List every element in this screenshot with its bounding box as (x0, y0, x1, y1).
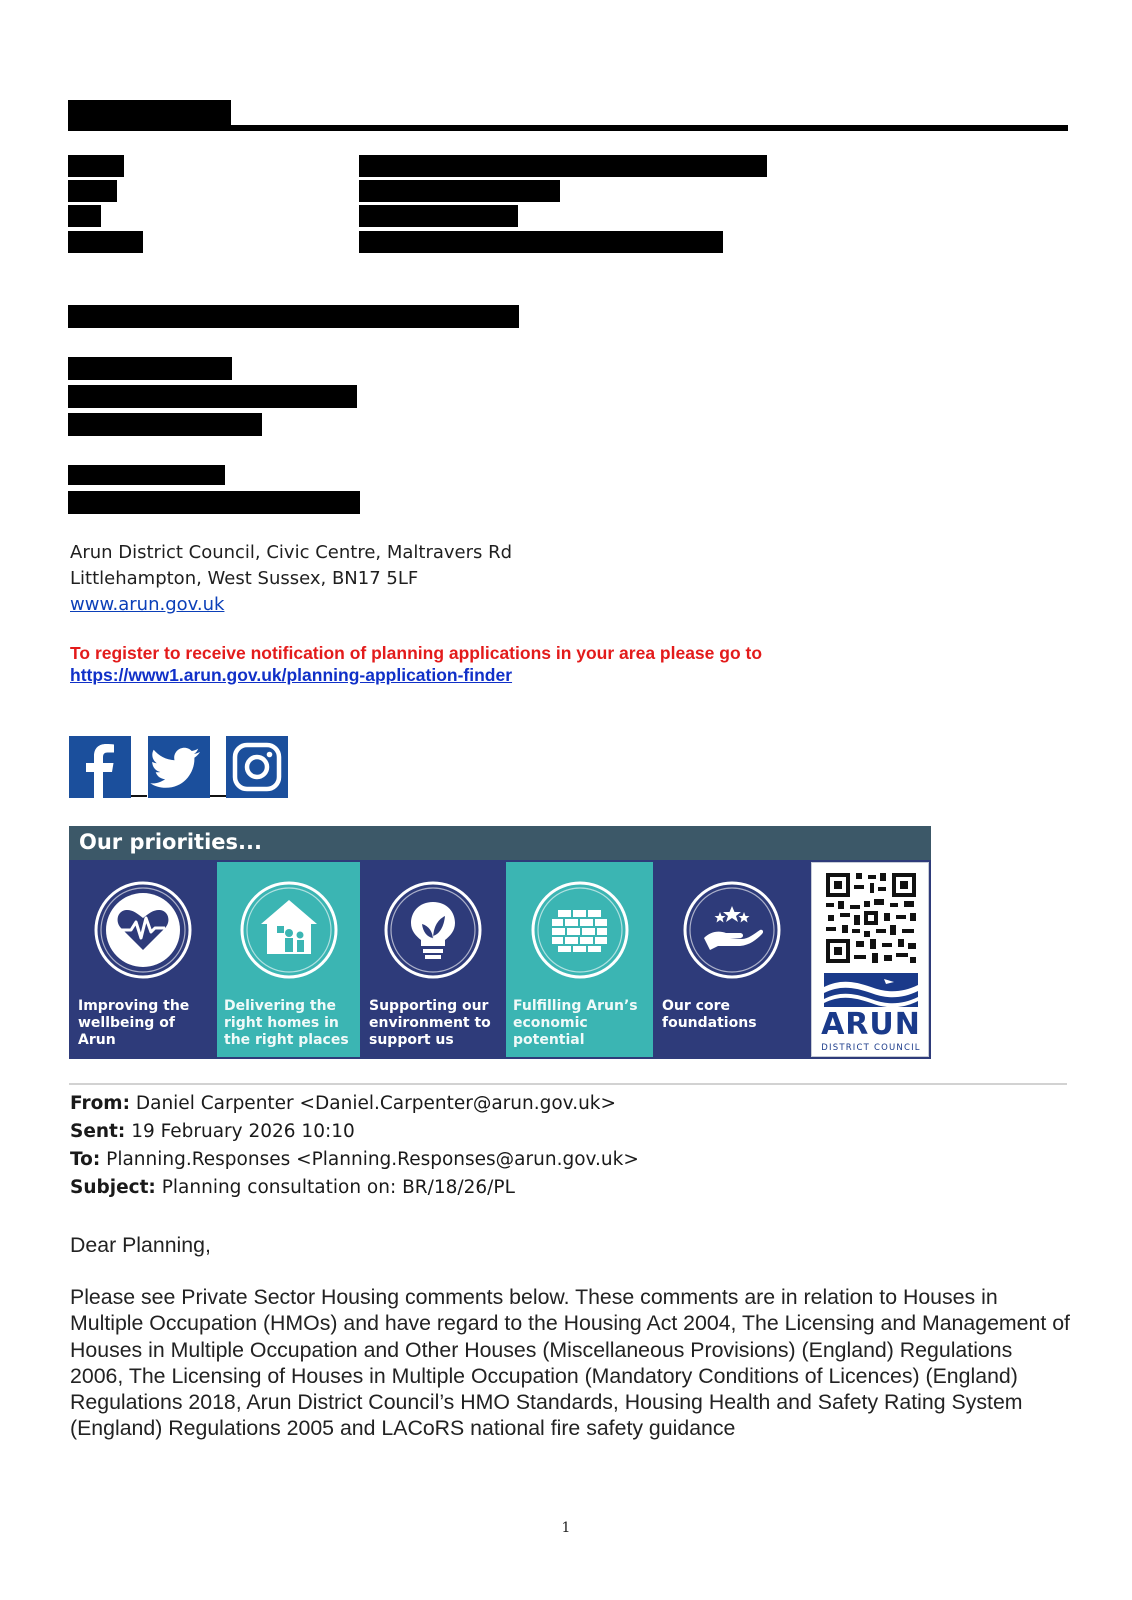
email-from: From: Daniel Carpenter <Daniel.Carpenter@arun.gov.uk> (70, 1093, 617, 1114)
redacted-contact-line (68, 491, 360, 514)
website-link-wrap (70, 592, 224, 618)
priority-label: Fulfilling Arun’s economic potential (513, 998, 638, 1048)
redacted-value (359, 231, 723, 253)
page-number: 1 (561, 1520, 571, 1536)
hand-stars-icon (680, 878, 784, 982)
redacted-value (359, 205, 518, 227)
priority-label: Improving the wellbeing of Arun (78, 998, 190, 1048)
priorities-banner (69, 826, 931, 1059)
link-underline (210, 795, 226, 797)
brick-wall-icon (528, 878, 632, 982)
email-separator (69, 1083, 1067, 1085)
address-line-1: Arun District Council, Civic Centre, Maltravers Rd (70, 542, 513, 563)
from-value: Daniel Carpenter <Daniel.Carpenter@arun.gov.uk> (135, 1093, 617, 1114)
priority-tile-homes (217, 862, 360, 1057)
link-underline (131, 795, 147, 797)
email-greeting: Dear Planning, (70, 1233, 211, 1257)
arun-logo-text: ARUN (821, 1007, 921, 1042)
redacted-signature-line (68, 357, 232, 380)
redacted-label (68, 205, 101, 227)
facebook-icon[interactable] (69, 736, 129, 796)
heart-pulse-icon (91, 878, 195, 982)
lightbulb-leaf-icon (381, 878, 485, 982)
redacted-signature-line (68, 385, 357, 408)
redacted-value (359, 180, 560, 202)
redacted-signature-line (68, 413, 262, 436)
house-family-icon (237, 878, 341, 982)
planning-notice (70, 642, 762, 686)
notice-text: To register to receive notification of planning applications in your area please go to (70, 643, 763, 663)
redacted-label (68, 231, 143, 253)
priorities-header (69, 826, 931, 860)
instagram-icon[interactable] (226, 736, 286, 796)
website-link[interactable]: www.arun.gov.uk (70, 594, 225, 615)
priority-tile-economic (506, 862, 653, 1057)
redacted-contact-line (68, 465, 225, 485)
to-value: Planning.Responses <Planning.Responses@arun.gov.uk> (106, 1149, 639, 1170)
priority-tile-foundations (655, 862, 809, 1057)
redacted-sender-name (68, 100, 231, 128)
redacted-label (68, 180, 117, 202)
address-line-2: Littlehampton, West Sussex, BN17 5LF (70, 568, 419, 589)
priority-tile-environment (362, 862, 504, 1057)
arun-logo-subtext: DISTRICT COUNCIL (821, 1043, 921, 1053)
priority-tile-wellbeing (71, 862, 215, 1057)
priority-label: Our core foundations (662, 998, 757, 1031)
redacted-label (68, 155, 124, 177)
qr-code-icon[interactable] (824, 871, 918, 965)
header-rule (68, 125, 1068, 131)
subject-value: Planning consultation on: BR/18/26/PL (161, 1177, 515, 1198)
arun-logo-waves-icon (824, 973, 918, 1007)
priorities-title: Our priorities... (79, 830, 262, 854)
sent-value: 19 February 2026 10:10 (131, 1121, 355, 1142)
redacted-line (68, 305, 519, 328)
redacted-value (359, 155, 767, 177)
email-sent: Sent: 19 February 2026 10:10 (70, 1121, 355, 1142)
email-paragraph: Please see Private Sector Housing comments below. These comments are in relation to Houses in Multiple Occupation (HMOs) and have regard to the Housing Act 2004, The Licensing and Management of Houses in Multiple Occupation and Other Houses (Miscellaneous Provisions) (England) Regulations 2006, The Licensing of Houses in Multiple Occupation (Mandatory Conditions of Licences) (England) Regulations 2018, Arun District Council’s HMO Standards, Housing Health and Safety Rating System (England) Regulations 2005 and LACoRS national fire safety guidance (70, 1285, 1070, 1441)
priority-label: Supporting our environment to support us (369, 998, 491, 1048)
qr-logo-panel (811, 862, 929, 1057)
twitter-icon[interactable] (148, 736, 208, 796)
planning-finder-link[interactable]: https://www1.arun.gov.uk/planning-application-finder (70, 665, 513, 685)
email-to: To: Planning.Responses <Planning.Responses@arun.gov.uk> (70, 1149, 639, 1170)
priority-label: Delivering the right homes in the right places (224, 998, 349, 1048)
email-subject: Subject: Planning consultation on: BR/18/26/PL (70, 1177, 515, 1198)
